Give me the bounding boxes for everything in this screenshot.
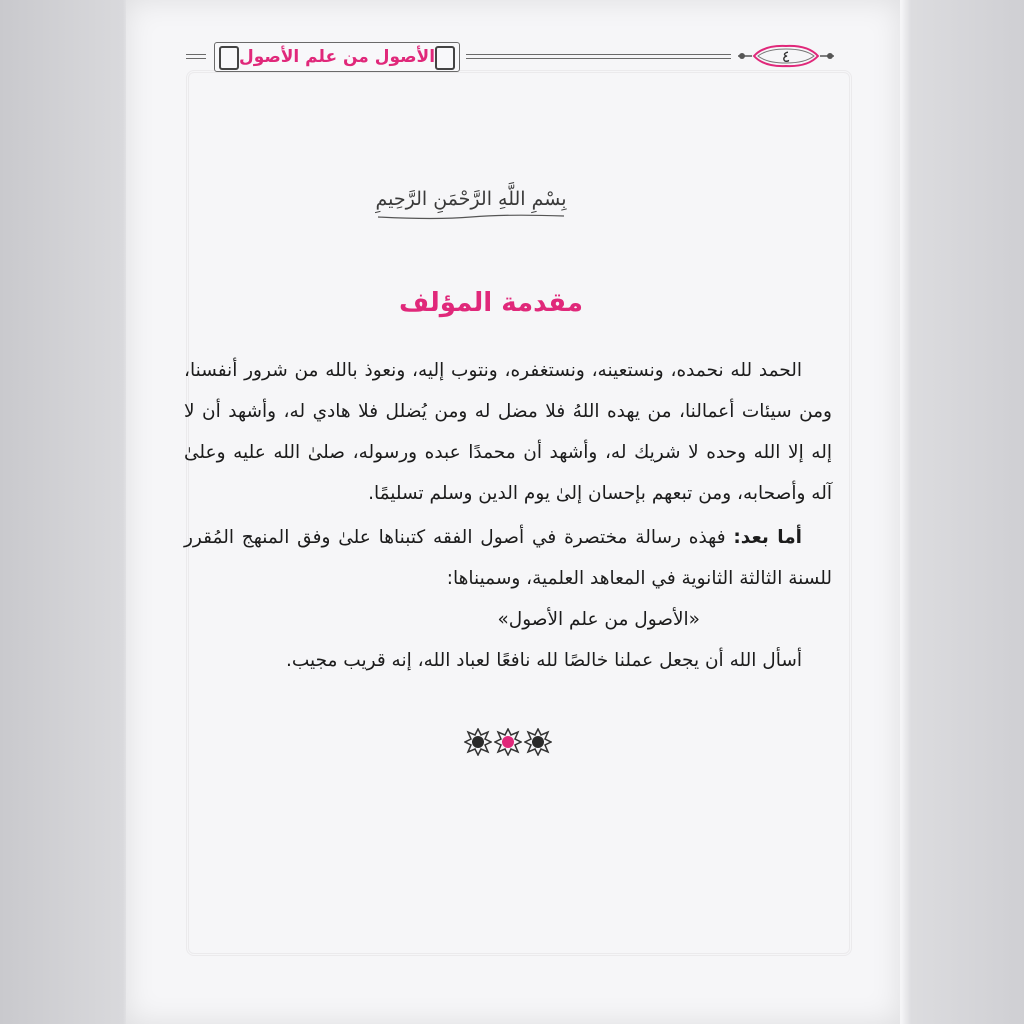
section-end-ornaments — [464, 728, 554, 758]
pink-star-ornament-icon — [494, 728, 522, 756]
book-title-quote: «الأصول من علم الأصول» — [497, 609, 700, 630]
paragraph-opening: الحمد لله نحمده، ونستعينه، ونستغفره، ونتوب إليه، ونعوذ بالله من شرور أنفسنا، ومن سيئات أعمالنا، من يهده اللهُ فلا مضل له ومن يُضلل فلا هادي له، وأشهد أن لا إله إلا الله وحده لا شريك له، وأشهد أن محمدًا عبده ورسوله، صلىٰ الله عليه وعلىٰ آله وأصحابه، ومن تبعهم بإحسان إلىٰ يوم الدين وسلم تسليمًا. — [184, 360, 832, 504]
page-number-badge — [734, 43, 838, 69]
body-text — [184, 350, 832, 681]
bracket-cap-icon — [219, 46, 239, 70]
paragraph-lead: أما بعد: — [733, 527, 803, 548]
paragraph-amma-baad — [184, 517, 832, 599]
section-title: مقدمة المؤلف — [399, 288, 583, 318]
dark-star-ornament-icon — [464, 728, 492, 756]
page-number: ٤ — [781, 46, 791, 66]
book-page — [126, 0, 900, 1024]
bracket-cap-icon — [435, 46, 455, 70]
basmala-flourish-icon — [376, 212, 566, 220]
closing-prayer: أسأل الله أن يجعل عملنا خالصًا لله نافعًا لعباد الله، إنه قريب مجيب. — [285, 650, 802, 671]
running-title-box — [214, 42, 460, 72]
page-header — [186, 42, 836, 82]
header-rule — [466, 58, 731, 59]
header-rule — [186, 58, 206, 59]
dark-star-ornament-icon — [524, 728, 552, 756]
paragraph-text: فهذه رسالة مختصرة في أصول الفقه كتبناها علىٰ وفق المنهج المُقرر للسنة الثالثة الثانوية في المعاهد العلمية، وسميناها: — [184, 527, 832, 589]
header-rule — [466, 54, 731, 55]
basmala: بِسْمِ اللَّهِ الرَّحْمَنِ الرَّحِيمِ — [375, 188, 567, 210]
running-title: الأصول من علم الأصول — [238, 47, 436, 67]
header-rule — [186, 54, 206, 55]
